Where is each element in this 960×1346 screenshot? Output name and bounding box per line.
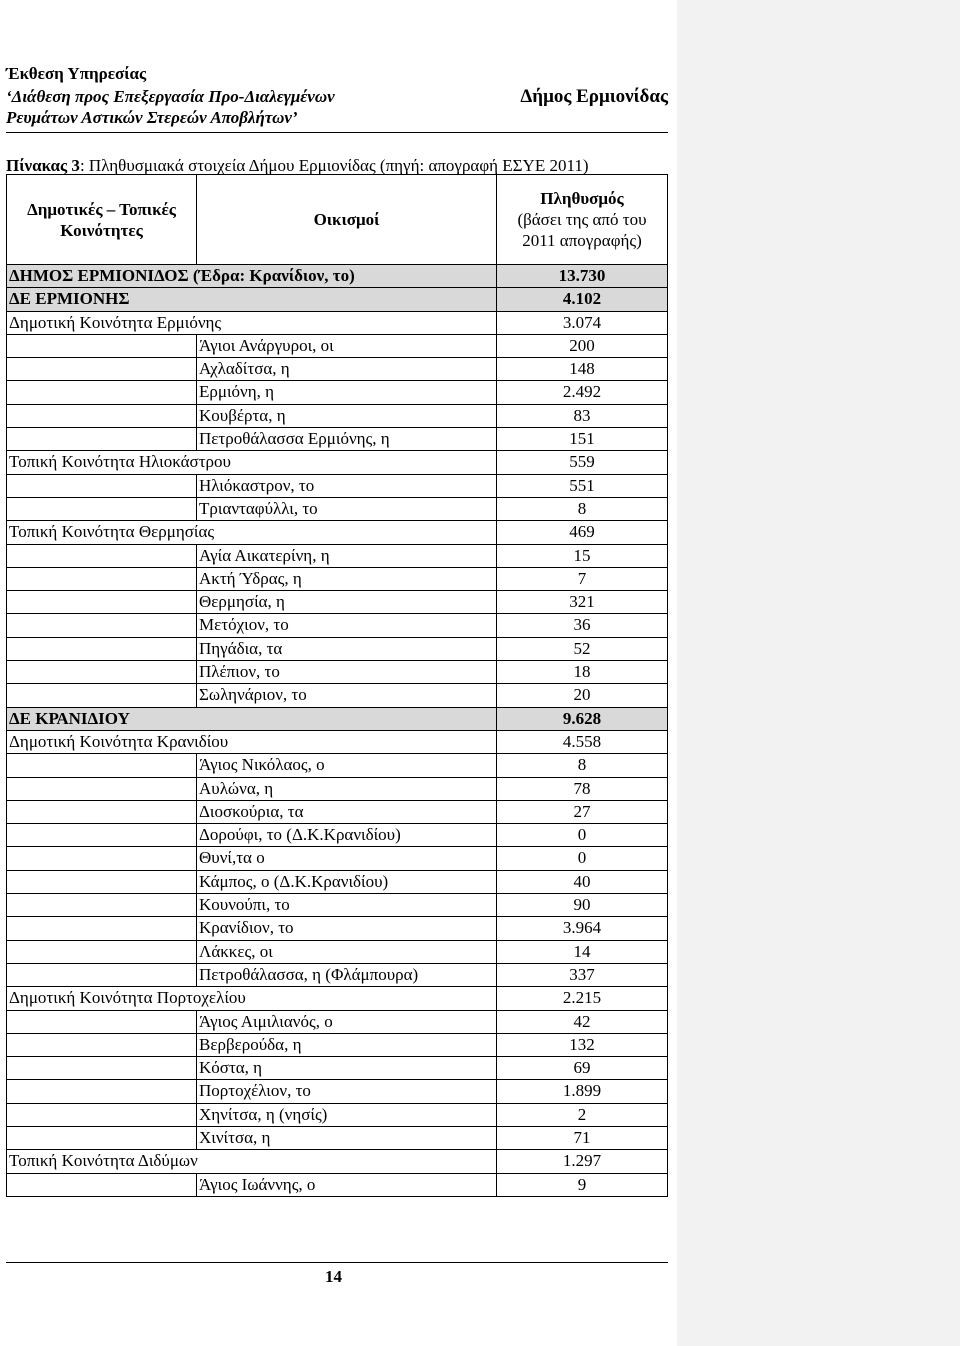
comment-sidebar [677, 0, 960, 1346]
page-header [6, 60, 668, 133]
table-row [7, 777, 668, 800]
empty-cell [7, 1173, 197, 1196]
table-row [7, 684, 668, 707]
table-row [7, 381, 668, 404]
empty-cell [7, 870, 197, 893]
table-row [7, 521, 668, 544]
empty-cell [7, 591, 197, 614]
population-value: 78 [497, 777, 668, 800]
section-label: ΔΕ ΚΡΑΝΙΔΙΟΥ [7, 707, 497, 730]
table-row [7, 940, 668, 963]
population-value: 18 [497, 661, 668, 684]
empty-cell [7, 777, 197, 800]
table-row [7, 358, 668, 381]
population-value: 151 [497, 428, 668, 451]
municipality-name: Δήμος Ερμιονίδας [520, 86, 668, 107]
empty-cell [7, 661, 197, 684]
table-row [7, 1033, 668, 1056]
empty-cell [7, 544, 197, 567]
empty-cell [7, 637, 197, 660]
empty-cell [7, 684, 197, 707]
header-settlements: Οικισμοί [197, 175, 497, 265]
table-row [7, 963, 668, 986]
empty-cell [197, 1150, 497, 1173]
population-value: 200 [497, 334, 668, 357]
community-name: Δημοτική Κοινότητα Πορτοχελίου [7, 987, 197, 1010]
settlement-name: Κρανίδιον, το [197, 917, 497, 940]
empty-cell [7, 567, 197, 590]
empty-cell [7, 474, 197, 497]
settlement-name: Αυλώνα, η [197, 777, 497, 800]
empty-cell [197, 311, 497, 334]
population-value: 559 [497, 451, 668, 474]
population-value: 0 [497, 847, 668, 870]
table-row [7, 544, 668, 567]
empty-cell [7, 917, 197, 940]
empty-cell [7, 894, 197, 917]
population-value: 8 [497, 497, 668, 520]
empty-cell [7, 824, 197, 847]
settlement-name: Διοσκούρια, τα [197, 800, 497, 823]
table-row [7, 1103, 668, 1126]
population-value: 469 [497, 521, 668, 544]
table-row [7, 265, 668, 288]
population-value: 20 [497, 684, 668, 707]
population-value: 2 [497, 1103, 668, 1126]
population-value: 52 [497, 637, 668, 660]
settlement-name: Άγιος Ιωάννης, ο [197, 1173, 497, 1196]
settlement-name: Θυνί,τα ο [197, 847, 497, 870]
population-value: 69 [497, 1057, 668, 1080]
table-row [7, 917, 668, 940]
table-row [7, 567, 668, 590]
settlement-name: Δορούφι, το (Δ.Κ.Κρανιδίου) [197, 824, 497, 847]
section-label: ΔΕ ΕΡΜΙΟΝΗΣ [7, 288, 497, 311]
population-value: 4.102 [497, 288, 668, 311]
table-row [7, 334, 668, 357]
settlement-name: Κάμπος, ο (Δ.Κ.Κρανιδίου) [197, 870, 497, 893]
empty-cell [197, 730, 497, 753]
settlement-name: Αχλαδίτσα, η [197, 358, 497, 381]
table-row [7, 428, 668, 451]
population-value: 0 [497, 824, 668, 847]
settlement-name: Πορτοχέλιον, το [197, 1080, 497, 1103]
empty-cell [7, 334, 197, 357]
population-value: 13.730 [497, 265, 668, 288]
table-row [7, 987, 668, 1010]
population-value: 9 [497, 1173, 668, 1196]
settlement-name: Τριανταφύλλι, το [197, 497, 497, 520]
population-table [6, 174, 668, 1197]
settlement-name: Ηλιόκαστρον, το [197, 474, 497, 497]
table-row [7, 288, 668, 311]
header-population-note: (βάσει της από του 2011 απογραφής) [517, 210, 647, 250]
settlement-name: Βερβερούδα, η [197, 1033, 497, 1056]
report-subtitle-line2: Ρευμάτων Αστικών Στερεών Αποβλήτων’ [6, 108, 298, 127]
table-row [7, 1057, 668, 1080]
table-row [7, 404, 668, 427]
empty-cell [7, 1080, 197, 1103]
table-row [7, 1126, 668, 1149]
population-value: 1.297 [497, 1150, 668, 1173]
empty-cell [7, 1126, 197, 1149]
settlement-name: Άγιος Αιμιλιανός, ο [197, 1010, 497, 1033]
empty-cell [7, 358, 197, 381]
empty-cell [7, 963, 197, 986]
table-row [7, 451, 668, 474]
empty-cell [7, 614, 197, 637]
settlement-name: Αγία Αικατερίνη, η [197, 544, 497, 567]
population-value: 71 [497, 1126, 668, 1149]
population-value: 2.492 [497, 381, 668, 404]
header-population-title: Πληθυσμός [540, 189, 624, 208]
settlement-name: Πηγάδια, τα [197, 637, 497, 660]
population-value: 2.215 [497, 987, 668, 1010]
empty-cell [7, 1010, 197, 1033]
header-population [497, 175, 668, 265]
page-number: 14 [325, 1267, 342, 1286]
table-row [7, 824, 668, 847]
population-value: 3.964 [497, 917, 668, 940]
report-subtitle-line1: ‘Διάθεση προς Επεξεργασία Προ-Διαλεγμένων [6, 87, 335, 106]
population-value: 7 [497, 567, 668, 590]
population-value: 90 [497, 894, 668, 917]
empty-cell [7, 428, 197, 451]
table-row [7, 754, 668, 777]
settlement-name: Κόστα, η [197, 1057, 497, 1080]
table-row [7, 661, 668, 684]
table-row [7, 614, 668, 637]
table-row [7, 637, 668, 660]
settlement-name: Ερμιόνη, η [197, 381, 497, 404]
empty-cell [7, 381, 197, 404]
population-value: 8 [497, 754, 668, 777]
settlement-name: Μετόχιον, το [197, 614, 497, 637]
settlement-name: Λάκκες, οι [197, 940, 497, 963]
table-row [7, 870, 668, 893]
empty-cell [7, 847, 197, 870]
population-value: 132 [497, 1033, 668, 1056]
population-value: 148 [497, 358, 668, 381]
table-row [7, 474, 668, 497]
empty-cell [197, 451, 497, 474]
table-row [7, 497, 668, 520]
table-row [7, 847, 668, 870]
settlement-name: Χηνίτσα, η (νησίς) [197, 1103, 497, 1126]
community-name: Δημοτική Κοινότητα Κρανιδίου [7, 730, 197, 753]
population-value: 40 [497, 870, 668, 893]
table-header-row [7, 175, 668, 265]
community-name: Τοπική Κοινότητα Θερμησίας [7, 521, 197, 544]
population-value: 83 [497, 404, 668, 427]
empty-cell [197, 521, 497, 544]
table-row [7, 1080, 668, 1103]
table-caption-label: Πίνακας 3 [6, 156, 80, 175]
population-value: 36 [497, 614, 668, 637]
population-value: 321 [497, 591, 668, 614]
population-value: 15 [497, 544, 668, 567]
settlement-name: Πετροθάλασσα Ερμιόνης, η [197, 428, 497, 451]
table-row [7, 894, 668, 917]
population-value: 337 [497, 963, 668, 986]
table-row [7, 1173, 668, 1196]
settlement-name: Άγιος Νικόλαος, ο [197, 754, 497, 777]
table-row [7, 707, 668, 730]
settlement-name: Άγιοι Ανάργυροι, οι [197, 334, 497, 357]
settlement-name: Χινίτσα, η [197, 1126, 497, 1149]
empty-cell [7, 800, 197, 823]
empty-cell [7, 404, 197, 427]
population-value: 14 [497, 940, 668, 963]
population-value: 4.558 [497, 730, 668, 753]
header-communities: Δημοτικές – Τοπικές Κοινότητες [7, 175, 197, 265]
settlement-name: Σωληνάριον, το [197, 684, 497, 707]
table-row [7, 1010, 668, 1033]
settlement-name: Κουβέρτα, η [197, 404, 497, 427]
table-row [7, 591, 668, 614]
empty-cell [7, 497, 197, 520]
community-name: Τοπική Κοινότητα Ηλιοκάστρου [7, 451, 197, 474]
empty-cell [7, 940, 197, 963]
table-caption-text: : Πληθυσμιακά στοιχεία Δήμου Ερμιονίδας (πηγή: απογραφή ΕΣΥΕ 2011) [79, 156, 589, 175]
settlement-name: Πετροθάλασσα, η (Φλάμπουρα) [197, 963, 497, 986]
population-value: 42 [497, 1010, 668, 1033]
population-value: 3.074 [497, 311, 668, 334]
empty-cell [7, 754, 197, 777]
table-row [7, 1150, 668, 1173]
section-label: ΔΗΜΟΣ ΕΡΜΙΟΝΙΔΟΣ (Έδρα: Κρανίδιον, το) [7, 265, 497, 288]
community-name: Τοπική Κοινότητα Διδύμων [7, 1150, 197, 1173]
table-row [7, 800, 668, 823]
population-value: 1.899 [497, 1080, 668, 1103]
community-name: Δημοτική Κοινότητα Ερμιόνης [7, 311, 197, 334]
population-value: 27 [497, 800, 668, 823]
settlement-name: Θερμησία, η [197, 591, 497, 614]
settlement-name: Ακτή Ύδρας, η [197, 567, 497, 590]
population-value: 9.628 [497, 707, 668, 730]
population-value: 551 [497, 474, 668, 497]
table-row [7, 730, 668, 753]
empty-cell [7, 1033, 197, 1056]
empty-cell [7, 1103, 197, 1126]
footer-divider [6, 1262, 668, 1263]
settlement-name: Κουνούπι, το [197, 894, 497, 917]
report-title: Έκθεση Υπηρεσίας [6, 64, 147, 83]
settlement-name: Πλέπιον, το [197, 661, 497, 684]
table-row [7, 311, 668, 334]
empty-cell [7, 1057, 197, 1080]
